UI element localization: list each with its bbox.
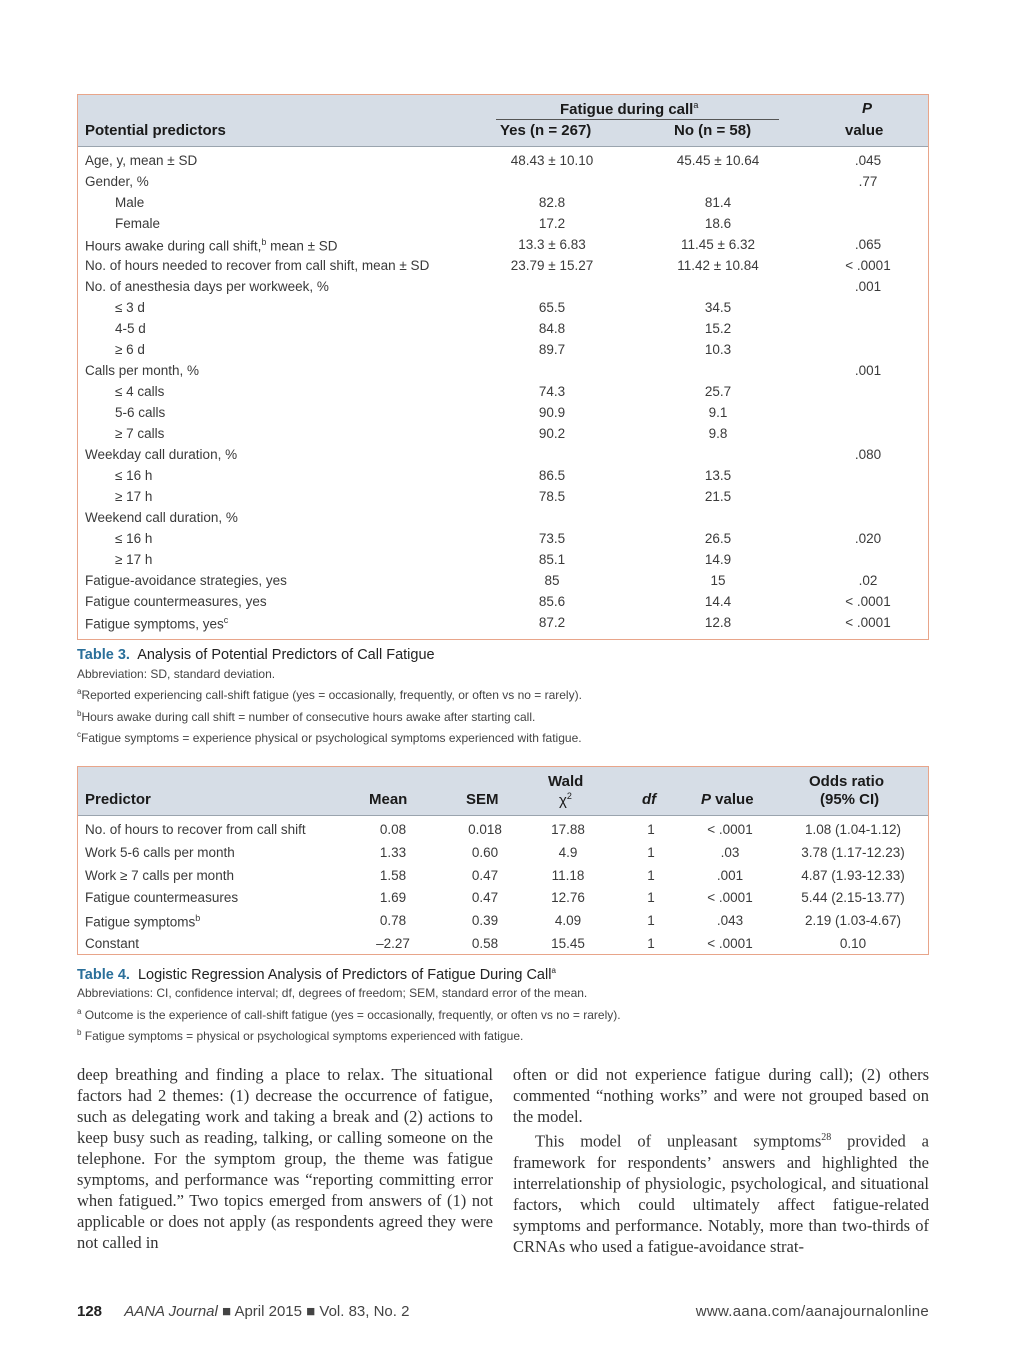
odds-ratio-value: 2.19 (1.03-4.67) [804, 913, 902, 929]
no-value: 11.42 ± 10.84 [677, 258, 759, 273]
p-value: .03 [720, 844, 740, 860]
table-3-yes-header: Yes (n = 267) [500, 122, 592, 139]
row-label: Female [115, 216, 161, 231]
page-footer [77, 1303, 929, 1320]
table-4-df-header: df [642, 791, 657, 808]
journal-name: AANA Journal [124, 1303, 218, 1320]
row-label: Fatigue countermeasures, yes [85, 594, 267, 609]
table-3-header [78, 95, 928, 147]
df-value: 1 [647, 935, 655, 951]
table-4-sem-header: SEM [466, 791, 499, 808]
row-label: 5-6 calls [115, 405, 166, 420]
table-3-row [78, 570, 928, 591]
p-value: < .0001 [707, 890, 753, 906]
odds-ratio-value: 4.87 (1.93-12.33) [801, 867, 905, 883]
no-value: 34.5 [704, 300, 732, 315]
table-4-row [78, 819, 928, 842]
wald-value: 4.09 [554, 913, 582, 929]
sem-value: 0.60 [471, 844, 499, 860]
row-label: ≤ 16 h [115, 531, 153, 546]
no-value: 11.45 ± 6.32 [681, 237, 755, 252]
table-3-row [78, 171, 928, 192]
table-3-row [78, 423, 928, 444]
row-label: No. of hours to recover from call shift [85, 822, 306, 837]
p-value: .77 [858, 174, 878, 189]
volume-info: Vol. 83, No. 2 [319, 1303, 410, 1320]
page-number: 128 [77, 1303, 103, 1320]
table-4-note-a: $^a$ Outcome is the experience of call-shift fatigue (yes = occasionally, frequently, or often vs no = rarely). [77, 1006, 621, 1022]
row-label: Fatigue symptoms, yes$^c$ [85, 615, 229, 632]
table-3-note-b: $^b$Hours awake during call shift = number of consecutive hours awake after starting call. [77, 708, 536, 724]
table-3-row [78, 444, 928, 465]
table-4-row [78, 910, 928, 933]
table-4-abbrev: Abbreviations: CI, confidence interval; df, degrees of freedom; SEM, standard error of the mean. [77, 986, 588, 1001]
df-value: 1 [647, 867, 655, 883]
no-value: 12.8 [704, 615, 732, 630]
table-3-number: Table 3. [77, 647, 130, 663]
table-4-mean-header: Mean [369, 791, 408, 808]
table-4-wald-header: Wald [548, 773, 584, 790]
sem-value: 0.018 [468, 822, 502, 837]
table-4-chi-header: $\chi^2$ [559, 791, 572, 809]
yes-value: 85 [544, 573, 560, 588]
table-3-row [78, 528, 928, 549]
row-label: Fatigue countermeasures [85, 890, 239, 906]
row-label: Calls per month, % [85, 363, 200, 378]
row-label: Work 5-6 calls per month [85, 844, 235, 860]
yes-value: 90.9 [538, 405, 566, 420]
mean-value: –2.27 [376, 935, 410, 951]
row-label: Weekend call duration, % [85, 510, 238, 525]
table-4-row [78, 933, 928, 956]
wald-value: 17.88 [551, 822, 585, 837]
odds-ratio-value: 1.08 (1.04-1.12) [804, 822, 902, 837]
wald-value: 4.9 [558, 844, 578, 860]
body-paragraph: deep breathing and finding a place to relax. The situational factors had 2 themes: (1) decrease the occurrence of fatigue, such as delegating work and taking a break and (2) actions to keep busy such as reading, talking, or calling someone on the telephone. For the symptom group, the theme was fatigue symptoms, and performance was “reporting committing error when fatigued.” Two topics emerged from answers of (1) not applicable or does not apply (as respondents agreed they were not called in [77, 1065, 493, 1252]
table-4-header [78, 767, 928, 816]
table-3-row [78, 318, 928, 339]
table-4-row [78, 842, 928, 865]
row-label: ≤ 16 h [115, 468, 153, 483]
footer-separator: ■ [301, 1303, 320, 1320]
yes-value: 82.8 [538, 195, 566, 210]
p-value: .065 [854, 237, 882, 252]
yes-value: 89.7 [538, 342, 566, 357]
table-3-row [78, 192, 928, 213]
table-3-row [78, 213, 928, 234]
table-3-predictors-header: Potential predictors [85, 122, 226, 139]
table-3-row [78, 276, 928, 297]
table-3-p-header: P [862, 100, 873, 117]
df-value: 1 [647, 844, 655, 860]
p-value: < .0001 [845, 594, 891, 609]
p-value: < .0001 [707, 822, 753, 837]
no-value: 81.4 [704, 195, 732, 210]
row-label: No. of hours needed to recover from call shift, mean ± SD [85, 258, 430, 273]
yes-value: 73.5 [538, 531, 566, 546]
no-value: 21.5 [704, 489, 732, 504]
yes-value: 48.43 ± 10.10 [510, 153, 594, 168]
wald-value: 15.45 [551, 935, 585, 951]
table-3-row [78, 507, 928, 528]
body-column-left [77, 1064, 493, 1253]
p-value: < .0001 [845, 615, 891, 630]
body-column-right [513, 1064, 929, 1257]
table-3-row [78, 465, 928, 486]
df-value: 1 [647, 890, 655, 906]
table-3-group-header: Fatigue during call$^a$ [560, 100, 699, 118]
yes-value: 13.3 ± 6.83 [518, 237, 586, 252]
table-3 [77, 94, 929, 640]
yes-value: 74.3 [538, 384, 566, 399]
p-value: .080 [854, 447, 882, 462]
table-3-row [78, 360, 928, 381]
wald-value: 12.76 [551, 890, 585, 906]
p-value: .045 [854, 153, 882, 168]
yes-value: 85.6 [538, 594, 566, 609]
footer-separator: ■ [217, 1303, 235, 1320]
no-value: 14.4 [704, 594, 732, 609]
yes-value: 17.2 [538, 216, 566, 231]
table-4-predictor-header: Predictor [85, 791, 151, 808]
table-3-row [78, 297, 928, 318]
table-3-row [78, 486, 928, 507]
no-value: 45.45 ± 10.64 [676, 153, 760, 168]
mean-value: 1.58 [379, 867, 407, 883]
table-3-note-c: $^c$Fatigue symptoms = experience physical or psychological symptoms experienced with fatigue. [77, 730, 582, 745]
table-4-caption: Table 4. Logistic Regression Analysis of Predictors of Fatigue During Call$^a$ Abbreviations: CI, confidence interval; df, degrees of freedom; SEM, standard error of the mean. $^a$ Outcome is the experience of call-shift fatigue (yes = occasionally, frequently, or often vs no = rarely). $^b$ Fatigue symptoms = physical or psychological symptoms experienced with fatigue. [77, 962, 621, 1046]
no-value: 26.5 [704, 531, 732, 546]
no-value: 13.5 [704, 468, 732, 483]
table-4-row [78, 887, 928, 910]
p-value: .001 [854, 279, 882, 294]
table-4 [77, 766, 929, 955]
row-label: Weekday call duration, % [85, 447, 238, 462]
p-value: < .0001 [707, 935, 753, 951]
table-3-row [78, 549, 928, 570]
table-3-group-rule [496, 119, 779, 120]
row-label: Age, y, mean ± SD [85, 153, 198, 168]
body-paragraph: often or did not experience fatigue during call); (2) others commented “nothing works” and were not grouped based on the model. [513, 1065, 929, 1126]
journal-url[interactable]: www.aana.com/aanajournalonline [695, 1303, 929, 1320]
table-3-note-a: $^a$Reported experiencing call-shift fatigue (yes = occasionally, frequently, or often vs no = rarely). [77, 687, 582, 702]
table-3-body [78, 147, 928, 633]
sem-value: 0.47 [471, 867, 499, 883]
row-label: ≤ 3 d [115, 300, 145, 315]
body-paragraph: This model of unpleasant symptoms$^{28}$ provided a framework for respondents’ answers and highlighted the interrelationship of physiologic, psychological, and situational factors, which could ultimately affect fatigue-related symptoms and performance. Notably, more than two-thirds of CRNAs who used a fatigue-avoidance strat- [513, 1131, 929, 1256]
yes-value: 78.5 [538, 489, 566, 504]
p-value: < .0001 [845, 258, 891, 273]
p-value: .02 [858, 573, 878, 588]
table-3-title: Analysis of Potential Predictors of Call Fatigue [137, 647, 435, 663]
row-label: No. of anesthesia days per workweek, % [85, 279, 329, 294]
table-3-row [78, 402, 928, 423]
no-value: 14.9 [704, 552, 732, 567]
mean-value: 0.08 [379, 822, 407, 837]
odds-ratio-value: 0.10 [839, 935, 867, 951]
wald-value: 11.18 [551, 867, 585, 883]
table-3-row [78, 381, 928, 402]
row-label: Fatigue symptoms$^b$ [85, 913, 201, 930]
no-value: 15.2 [704, 321, 732, 336]
row-label: Male [115, 195, 145, 210]
odds-ratio-value: 5.44 (2.15-13.77) [801, 890, 905, 906]
table-3-value-header: value [845, 122, 884, 139]
no-value: 10.3 [704, 342, 732, 357]
table-4-body [78, 816, 928, 956]
table-3-row [78, 234, 928, 255]
mean-value: 1.69 [379, 890, 407, 906]
yes-value: 65.5 [538, 300, 566, 315]
row-label: Constant [85, 935, 140, 951]
issue-date: April 2015 [234, 1303, 302, 1320]
table-4-note-b: $^b$ Fatigue symptoms = physical or psychological symptoms experienced with fatigue. [77, 1028, 524, 1044]
row-label: 4-5 d [115, 321, 146, 336]
p-value: .001 [854, 363, 882, 378]
yes-value: 90.2 [538, 426, 566, 441]
no-value: 18.6 [704, 216, 732, 231]
no-value: 9.8 [708, 426, 728, 441]
table-4-row [78, 865, 928, 888]
odds-ratio-value: 3.78 (1.17-12.23) [801, 844, 905, 860]
row-label: ≥ 17 h [115, 552, 153, 567]
no-value: 9.1 [708, 405, 728, 420]
row-label: ≥ 17 h [115, 489, 153, 504]
df-value: 1 [647, 913, 655, 929]
row-label: Hours awake during call shift,$^b$ mean ± SD [85, 237, 338, 254]
yes-value: 86.5 [538, 468, 566, 483]
table-4-or-header-2: (95% CI) [820, 791, 880, 808]
yes-value: 85.1 [538, 552, 566, 567]
table-3-row [78, 150, 928, 171]
table-3-no-header: No (n = 58) [674, 122, 752, 139]
yes-value: 87.2 [538, 615, 566, 630]
row-label: ≥ 6 d [115, 342, 145, 357]
p-value: .020 [854, 531, 882, 546]
row-label: Work ≥ 7 calls per month [85, 867, 234, 883]
df-value: 1 [647, 822, 655, 837]
row-label: Fatigue-avoidance strategies, yes [85, 573, 287, 588]
yes-value: 84.8 [538, 321, 566, 336]
table-3-row [78, 255, 928, 276]
sem-value: 0.39 [471, 913, 499, 929]
row-label: Gender, % [85, 174, 149, 189]
table-4-pvalue-header: P value [701, 791, 754, 808]
sem-value: 0.47 [471, 890, 499, 906]
mean-value: 1.33 [379, 844, 407, 860]
no-value: 25.7 [704, 384, 732, 399]
no-value: 15 [710, 573, 726, 588]
table-3-caption [77, 647, 582, 748]
sem-value: 0.58 [471, 935, 499, 951]
p-value: .001 [716, 867, 744, 883]
table-3-row [78, 591, 928, 612]
table-4-or-header-1: Odds ratio [809, 773, 885, 790]
table-3-row [78, 612, 928, 633]
table-3-row [78, 339, 928, 360]
p-value: .043 [716, 913, 744, 929]
row-label: ≥ 7 calls [115, 426, 165, 441]
table-3-abbrev: Abbreviation: SD, standard deviation. [77, 666, 276, 681]
table-4-title: Logistic Regression Analysis of Predictors of Fatigue During Call [137, 966, 552, 983]
yes-value: 23.79 ± 15.27 [510, 258, 594, 273]
row-label: ≤ 4 calls [115, 384, 165, 399]
table-4-number: Table 4. [77, 966, 130, 983]
mean-value: 0.78 [379, 913, 407, 929]
